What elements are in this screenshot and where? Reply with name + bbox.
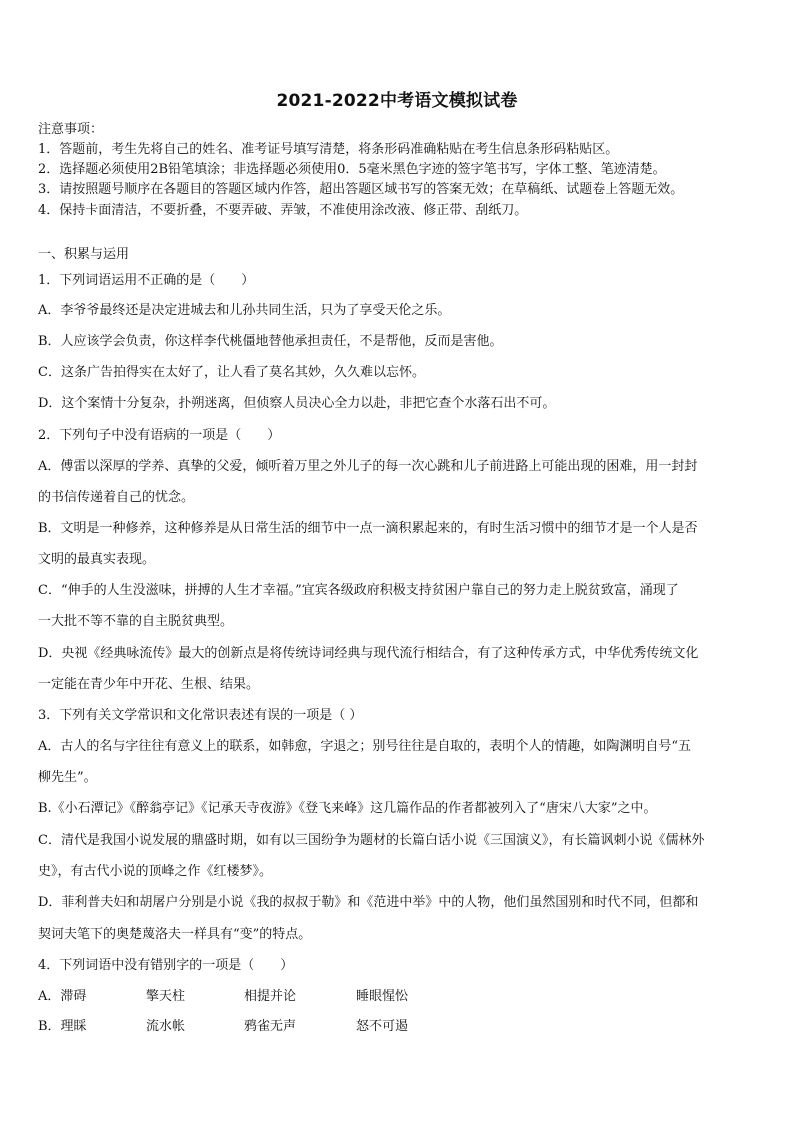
option-b-continued: 文明的最真实表现。 xyxy=(38,552,156,567)
option-row-a xyxy=(38,988,758,1006)
notice-item: 3．请按照题号顺序在各题目的答题区域内作答，超出答题区域书写的答案无效；在草稿纸、试题卷上答题无效。 xyxy=(38,182,684,197)
notice-item: 1．答题前，考生先将自己的姓名、准考证号填写清楚，将条形码准确粘贴在考生信息条形码粘贴区。 xyxy=(38,142,619,157)
option-b: B．文明是一种修养，这种修养是从日常生活的细节中一点一滴积累起来的，有时生活习惯中的细节才是一个人是否 xyxy=(38,521,698,536)
option-d-continued: 一定能在青少年中开花、生根、结果。 xyxy=(38,677,260,692)
option-a-continued: 的书信传递着自己的忧念。 xyxy=(38,490,195,505)
option-b: B．人应该学会负责，你这样李代桃僵地替他承担责任，不是帮他，反而是害他。 xyxy=(38,334,503,349)
choice-word: 鸦雀无声 xyxy=(244,1019,297,1034)
option-c: C．这条广告拍得实在太好了，让人看了莫名其妙，久久难以忘怀。 xyxy=(38,365,425,380)
notice-item: 2．选择题必须使用2B铅笔填涂；非选择题必须使用0．5毫米黑色字迹的签字笔书写，字体工整、笔迹清楚。 xyxy=(38,162,666,177)
option-a: A．李爷爷最终还是决定进城去和儿孙共同生活，只为了享受天伦之乐。 xyxy=(38,303,451,318)
page-title: 2021-2022中考语文模拟试卷 xyxy=(276,91,518,111)
choice-word: 擎天柱 xyxy=(146,989,186,1004)
option-d-continued: 契诃夫笔下的奥楚蔑洛夫一样具有“变”的特点。 xyxy=(38,927,312,942)
option-c: C．清代是我国小说发展的鼎盛时期，如有以三国纷争为题材的长篇白话小说《三国演义》，有长篇讽刺小说《儒林外 xyxy=(38,833,705,848)
option-a-continued: 柳先生”。 xyxy=(38,770,97,785)
notice-heading: 注意事项： xyxy=(38,122,104,137)
option-a: A．傅雷以深厚的学养、真挚的父爱，倾听着万里之外儿子的每一次心跳和儿子前进路上可能出现的困难，用一封封 xyxy=(38,459,698,474)
choice-word: 怒不可遏 xyxy=(356,1019,409,1034)
option-c-continued: 史》，有古代小说的顶峰之作《红楼梦》。 xyxy=(38,864,273,879)
choice-word: A．滞碍 xyxy=(38,989,87,1004)
choice-word: B．理睬 xyxy=(38,1019,87,1034)
section-heading: 一、积累与运用 xyxy=(38,247,130,262)
option-row-b xyxy=(38,1018,758,1036)
choice-word: 流水帐 xyxy=(146,1019,186,1034)
option-c-continued: 一大批不等不靠的自主脱贫典型。 xyxy=(38,614,234,629)
option-d: D．菲利普夫妇和胡屠户分别是小说《我的叔叔于勒》和《范进中举》中的人物，他们虽然国别和时代不同，但都和 xyxy=(38,895,699,910)
question-stem: 1．下列词语运用不正确的是（ ） xyxy=(38,273,255,288)
question-stem: 4．下列词语中没有错别字的一项是（ ） xyxy=(38,958,294,973)
option-b: B.《小石潭记》《醉翁亭记》《记承天寺夜游》《登飞来峰》这几篇作品的作者都被列入了“唐宋八大家”之中。 xyxy=(38,801,657,816)
choice-word: 相提并论 xyxy=(244,989,297,1004)
choice-word: 睡眼惺忪 xyxy=(356,989,409,1004)
option-a: A．古人的名与字往往有意义上的联系，如韩愈，字退之；别号往往是自取的，表明个人的情趣，如陶渊明自号“五 xyxy=(38,739,692,754)
question-stem: 2．下列句子中没有语病的一项是（ ） xyxy=(38,428,281,443)
notice-item: 4．保持卡面清洁，不要折叠，不要弄破、弄皱，不准使用涂改液、修正带、刮纸刀。 xyxy=(38,203,528,218)
option-d: D．央视《经典咏流传》最大的创新点是将传统诗词经典与现代流行相结合，有了这种传承方式，中华优秀传统文化 xyxy=(38,646,699,661)
option-d: D．这个案情十分复杂，扑朔迷离，但侦察人员决心全力以赴，非把它查个水落石出不可。 xyxy=(38,396,556,411)
question-stem: 3．下列有关文学常识和文化常识表述有误的一项是（ ） xyxy=(38,708,363,723)
option-c: C．“伸手的人生没滋味，拼搏的人生才幸福。”宜宾各级政府积极支持贫困户靠自己的努力走上脱贫致富，涌现了 xyxy=(38,583,679,598)
